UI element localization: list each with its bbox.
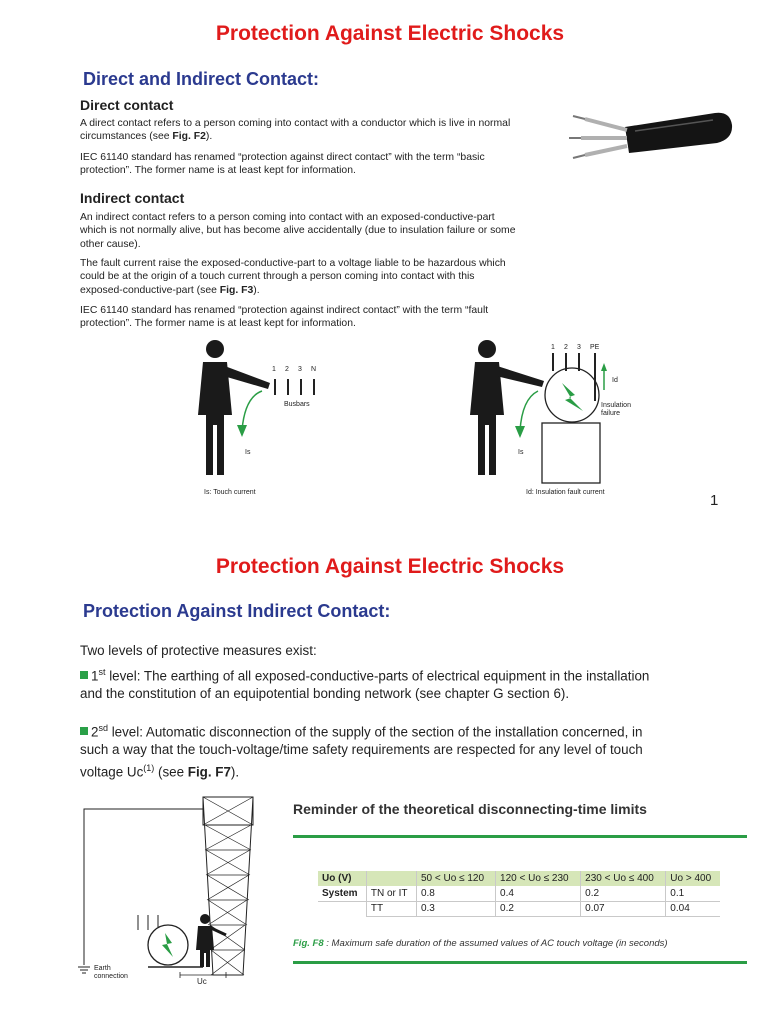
table-row <box>318 886 720 901</box>
bottom-rule <box>293 961 747 964</box>
table-header-cell: 230 < Uo ≤ 400 <box>581 871 666 886</box>
table-cell: 0.04 <box>666 901 720 916</box>
direct-contact-figure <box>190 335 340 485</box>
table-cell: TT <box>366 901 416 916</box>
direct-contact-heading: Direct contact <box>80 97 174 113</box>
slide2-title: Protection Against Electric Shocks <box>215 555 565 578</box>
reminder-title: Reminder of the theoretical disconnecting-time limits <box>293 801 647 817</box>
direct-contact-paragraph-2: IEC 61140 standard has renamed “protection against direct contact” with the term “basic protection”. The former name is at least kept for information. <box>80 152 485 177</box>
slide1-subtitle: Direct and Indirect Contact: <box>83 69 320 89</box>
table-cell: 0.1 <box>666 886 720 901</box>
table-cell: 0.8 <box>416 886 495 901</box>
table-cell: 0.2 <box>581 886 666 901</box>
table-cell: 0.3 <box>416 901 495 916</box>
table-header-row <box>318 871 720 886</box>
green-bullet-icon <box>80 671 88 679</box>
insulation-fault-caption: Id: Insulation fault current <box>526 489 605 496</box>
table-cell: 0.07 <box>581 901 666 916</box>
table-header-cell: 120 < Uo ≤ 230 <box>496 871 581 886</box>
table-header-cell <box>366 871 416 886</box>
table-cell: 0.4 <box>496 886 581 901</box>
indirect-contact-paragraph-3: IEC 61140 standard has renamed “protection against indirect contact” with the term “fault protection”. The former name is at least kept for information. <box>80 305 489 330</box>
direct-contact-paragraph-1: A direct contact refers to a person coming into contact with a conductor which is live in normal circumstances (see Fig. F2). <box>80 118 511 143</box>
cable-illustration <box>565 105 735 167</box>
table-cell: TN or IT <box>366 886 416 901</box>
table-cell: 0.2 <box>496 901 581 916</box>
touch-current-caption: Is: Touch current <box>204 489 256 496</box>
fault-current-id-label: Id <box>612 377 618 384</box>
table-header-cell: Uo > 400 <box>666 871 720 886</box>
slide2-subtitle: Protection Against Indirect Contact: <box>83 601 391 621</box>
disconnecting-time-table <box>318 871 720 917</box>
page-number: 1 <box>710 492 719 509</box>
table-cell <box>318 901 366 916</box>
indirect-contact-paragraph-2: The fault current raise the exposed-conductive-part to a voltage liable to be hazardous which could be at the origin of a touch current through a person coming into contact with this exposed-conductive-part (see Fig. F3). <box>80 258 506 296</box>
earth-connection-label: Earth connection <box>94 965 128 980</box>
level-2-text: $2^{sd}$ level: Automatic disconnection of the supply of the section of the installation concerned, in such a way that the touch-voltage/time safety requirements are respected for any level of touch voltage Uc$^{(1)}$ (see Fig. F7). <box>80 723 643 780</box>
table-header-cell: 50 < Uo ≤ 120 <box>416 871 495 886</box>
green-bullet-icon <box>80 727 88 735</box>
uc-label: Uc <box>197 977 207 986</box>
top-rule <box>293 835 747 838</box>
slide1-title: Protection Against Electric Shocks <box>215 22 565 45</box>
touch-current-is-label-right: Is <box>518 449 524 456</box>
busbars-label: Busbars <box>284 401 310 408</box>
earthing-diagram <box>78 795 263 990</box>
table-caption: Fig. F8 : Maximum safe duration of the assumed values of AC touch voltage (in seconds) <box>293 938 668 949</box>
indirect-contact-heading: Indirect contact <box>80 190 185 206</box>
indirect-contact-paragraph-1: An indirect contact refers to a person coming into contact with an exposed-conductive-part which is not normally alive, but has become alive accidentally (due to insulation failure or some other cause). <box>80 212 516 250</box>
level-1-text: 1st level: The earthing of all exposed-conductive-parts of electrical equipment in the installation and the constitution of an equipotential bonding network (see chapter G section 6). <box>80 667 650 702</box>
table-cell: System <box>318 886 366 901</box>
table-header-cell: Uo (V) <box>318 871 366 886</box>
touch-current-is-label: Is <box>245 449 251 456</box>
protective-measures-intro: Two levels of protective measures exist: <box>80 643 317 658</box>
insulation-failure-label: Insulation failure <box>601 402 631 417</box>
table-row <box>318 901 720 916</box>
